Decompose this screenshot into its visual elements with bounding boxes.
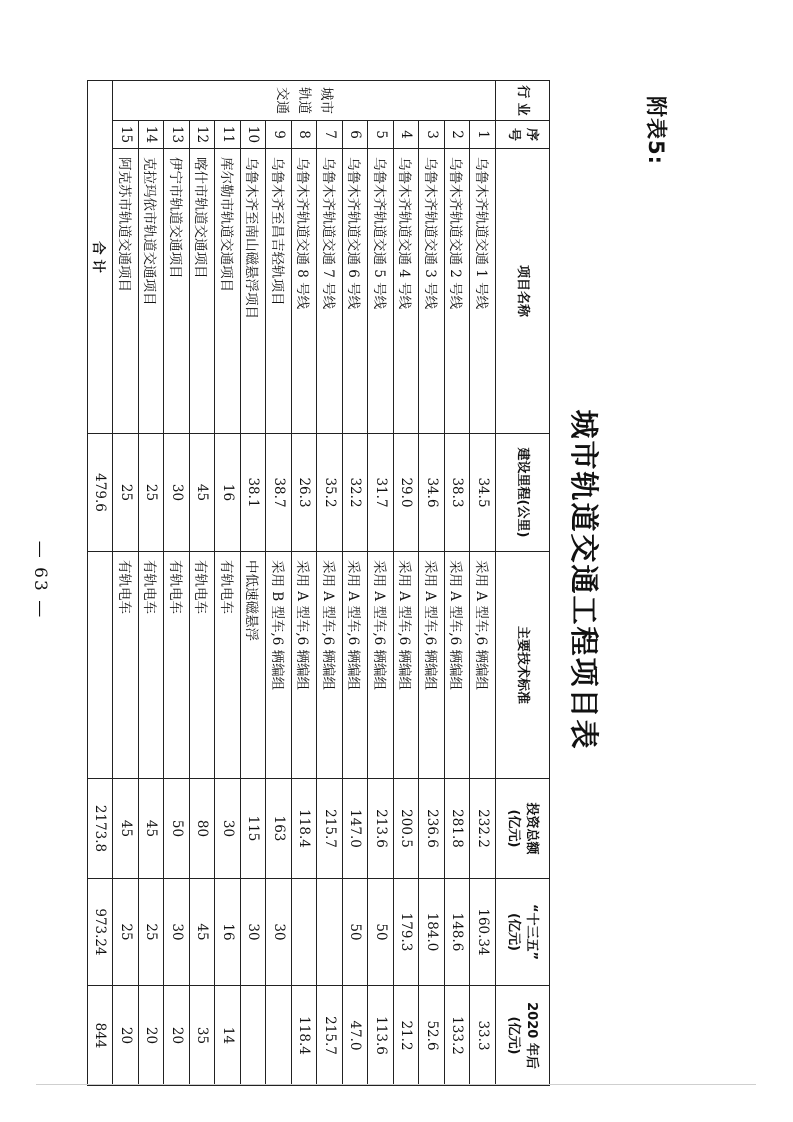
cell-tech: 采用 B 型车,6 辆编组 [266, 552, 292, 779]
cell-seq: 10 [241, 121, 267, 149]
cell-after: 118.4 [292, 986, 318, 1086]
cell-length: 25 [113, 434, 139, 552]
header-row [496, 81, 550, 1086]
cell-total: 45 [113, 779, 139, 879]
cell-after: 133.2 [445, 986, 471, 1086]
cell-tech: 采用 A 型车,6 辆编组 [470, 552, 496, 779]
table-row [368, 81, 394, 1086]
cell-tech: 有轨电车 [113, 552, 139, 779]
cell-after: 20 [113, 986, 139, 1086]
cell-tech: 中低速磁悬浮 [241, 552, 267, 779]
table-row [139, 81, 165, 1086]
cell-seq: 5 [368, 121, 394, 149]
cell-after: 20 [139, 986, 165, 1086]
cell-fyp: 45 [190, 879, 216, 986]
cell-length: 38.1 [241, 434, 267, 552]
cell-name: 乌鲁木齐轨道交通 3 号线 [419, 149, 445, 434]
cell-length: 30 [164, 434, 190, 552]
cell-fyp: 50 [343, 879, 369, 986]
cell-length: 31.7 [368, 434, 394, 552]
cell-after: 20 [164, 986, 190, 1086]
header-seq: 序 号 [496, 121, 550, 149]
table-row [215, 81, 241, 1086]
cell-after: 14 [215, 986, 241, 1086]
cell-seq: 6 [343, 121, 369, 149]
cell-fyp: 16 [215, 879, 241, 986]
totals-tech [88, 552, 114, 779]
cell-name: 乌鲁木齐至南山磁悬浮项目 [241, 149, 267, 434]
cell-tech: 采用 A 型车,6 辆编组 [445, 552, 471, 779]
table-row [113, 81, 139, 1086]
cell-tech: 有轨电车 [215, 552, 241, 779]
table-row [266, 81, 292, 1086]
cell-total: 213.6 [368, 779, 394, 879]
cell-tech: 采用 A 型车,6 辆编组 [317, 552, 343, 779]
cell-total: 163 [266, 779, 292, 879]
cell-after: 47.0 [343, 986, 369, 1086]
page-number: — 63 — [30, 540, 50, 620]
cell-seq: 14 [139, 121, 165, 149]
cell-fyp: 179.3 [394, 879, 420, 986]
cell-length: 34.5 [470, 434, 496, 552]
cell-name: 乌鲁木齐轨道交通 4 号线 [394, 149, 420, 434]
header-after [496, 986, 550, 1086]
cell-total: 115 [241, 779, 267, 879]
cell-total: 80 [190, 779, 216, 879]
cell-total: 232.2 [470, 779, 496, 879]
cell-seq: 3 [419, 121, 445, 149]
cell-fyp: 25 [139, 879, 165, 986]
cell-name: 乌鲁木齐轨道交通 5 号线 [368, 149, 394, 434]
cell-name: 乌鲁木齐轨道交通 1 号线 [470, 149, 496, 434]
cell-fyp: 30 [241, 879, 267, 986]
cell-length: 35.2 [317, 434, 343, 552]
cell-seq: 12 [190, 121, 216, 149]
cell-after: 215.7 [317, 986, 343, 1086]
cell-name: 阿克苏市轨道交通项目 [113, 149, 139, 434]
cell-seq: 2 [445, 121, 471, 149]
header-total-line2: (亿元) [506, 809, 522, 848]
cell-length: 26.3 [292, 434, 318, 552]
cell-after [241, 986, 267, 1086]
header-after-line1: 2020 年后 [524, 1002, 540, 1069]
cell-seq: 9 [266, 121, 292, 149]
cell-fyp [317, 879, 343, 986]
cell-fyp: 25 [113, 879, 139, 986]
table-row [394, 81, 420, 1086]
cell-total: 200.5 [394, 779, 420, 879]
rotated-page [0, 70, 700, 1090]
footer-divider [36, 1084, 756, 1085]
cell-total: 118.4 [292, 779, 318, 879]
cell-seq: 7 [317, 121, 343, 149]
cell-tech: 采用 A 型车,6 辆编组 [368, 552, 394, 779]
table-row [190, 81, 216, 1086]
table-row [241, 81, 267, 1086]
cell-name: 克拉玛依市轨道交通项目 [139, 149, 165, 434]
table-row [317, 81, 343, 1086]
table-row [164, 81, 190, 1086]
cell-name: 乌鲁木齐轨道交通 8 号线 [292, 149, 318, 434]
cell-length: 45 [190, 434, 216, 552]
cell-length: 25 [139, 434, 165, 552]
project-table [87, 80, 550, 1086]
cell-total: 236.6 [419, 779, 445, 879]
cell-tech: 采用 A 型车,6 辆编组 [394, 552, 420, 779]
cell-total: 30 [215, 779, 241, 879]
cell-total: 147.0 [343, 779, 369, 879]
cell-length: 29.0 [394, 434, 420, 552]
cell-after: 35 [190, 986, 216, 1086]
cell-seq: 4 [394, 121, 420, 149]
cell-fyp: 30 [266, 879, 292, 986]
table-row [343, 81, 369, 1086]
header-tech: 主要技术标准 [496, 552, 550, 779]
header-fyp [496, 879, 550, 986]
cell-length: 38.3 [445, 434, 471, 552]
totals-length: 479.6 [88, 434, 114, 552]
cell-fyp: 148.6 [445, 879, 471, 986]
totals-fyp: 973.24 [88, 879, 114, 986]
cell-fyp: 160.34 [470, 879, 496, 986]
table-title: 城市轨道交通工程项目表 [567, 409, 601, 751]
cell-seq: 11 [215, 121, 241, 149]
cell-seq: 1 [470, 121, 496, 149]
cell-length: 38.7 [266, 434, 292, 552]
totals-after: 844 [88, 986, 114, 1086]
cell-length: 32.2 [343, 434, 369, 552]
table-row [470, 81, 496, 1086]
cell-seq: 15 [113, 121, 139, 149]
cell-total: 45 [139, 779, 165, 879]
cell-name: 乌鲁木齐轨道交通 2 号线 [445, 149, 471, 434]
totals-row [88, 81, 114, 1086]
totals-label: 合 计 [88, 81, 114, 434]
appendix-label: 附表5: [644, 96, 668, 166]
cell-fyp: 184.0 [419, 879, 445, 986]
cell-total: 281.8 [445, 779, 471, 879]
table-row [292, 81, 318, 1086]
cell-name: 库尔勒市轨道交通项目 [215, 149, 241, 434]
header-fyp-line1: “十三五” [524, 903, 540, 961]
cell-tech: 有轨电车 [164, 552, 190, 779]
cell-tech: 采用 A 型车,6 辆编组 [343, 552, 369, 779]
cell-name: 喀什市轨道交通项目 [190, 149, 216, 434]
cell-after [266, 986, 292, 1086]
header-fyp-line2: (亿元) [506, 913, 522, 951]
cell-after: 21.2 [394, 986, 420, 1086]
header-total-line1: 投资总额 [524, 802, 540, 855]
totals-total: 2173.8 [88, 779, 114, 879]
header-length: 建设里程(公里) [496, 434, 550, 552]
header-after-line2: (亿元) [506, 1016, 522, 1055]
table-row [445, 81, 471, 1086]
cell-total: 215.7 [317, 779, 343, 879]
cell-name: 乌鲁木齐轨道交通 7 号线 [317, 149, 343, 434]
cell-tech: 有轨电车 [190, 552, 216, 779]
cell-name: 伊宁市轨道交通项目 [164, 149, 190, 434]
table-body [88, 81, 496, 1086]
cell-name: 乌鲁木齐轨道交通 6 号线 [343, 149, 369, 434]
cell-after: 52.6 [419, 986, 445, 1086]
cell-tech: 采用 A 型车,6 辆编组 [292, 552, 318, 779]
cell-tech: 采用 A 型车,6 辆编组 [419, 552, 445, 779]
cell-total: 50 [164, 779, 190, 879]
cell-seq: 8 [292, 121, 318, 149]
table-row [419, 81, 445, 1086]
industry-cell: 城市轨道交通 [113, 81, 496, 121]
cell-name: 乌鲁木齐至昌吉轻轨项目 [266, 149, 292, 434]
cell-fyp: 50 [368, 879, 394, 986]
header-industry: 行 业 [496, 81, 550, 121]
cell-fyp [292, 879, 318, 986]
cell-seq: 13 [164, 121, 190, 149]
cell-length: 34.6 [419, 434, 445, 552]
cell-after: 33.3 [470, 986, 496, 1086]
cell-length: 16 [215, 434, 241, 552]
cell-after: 113.6 [368, 986, 394, 1086]
header-total [496, 779, 550, 879]
cell-tech: 有轨电车 [139, 552, 165, 779]
cell-fyp: 30 [164, 879, 190, 986]
header-name: 项目名称 [496, 149, 550, 434]
